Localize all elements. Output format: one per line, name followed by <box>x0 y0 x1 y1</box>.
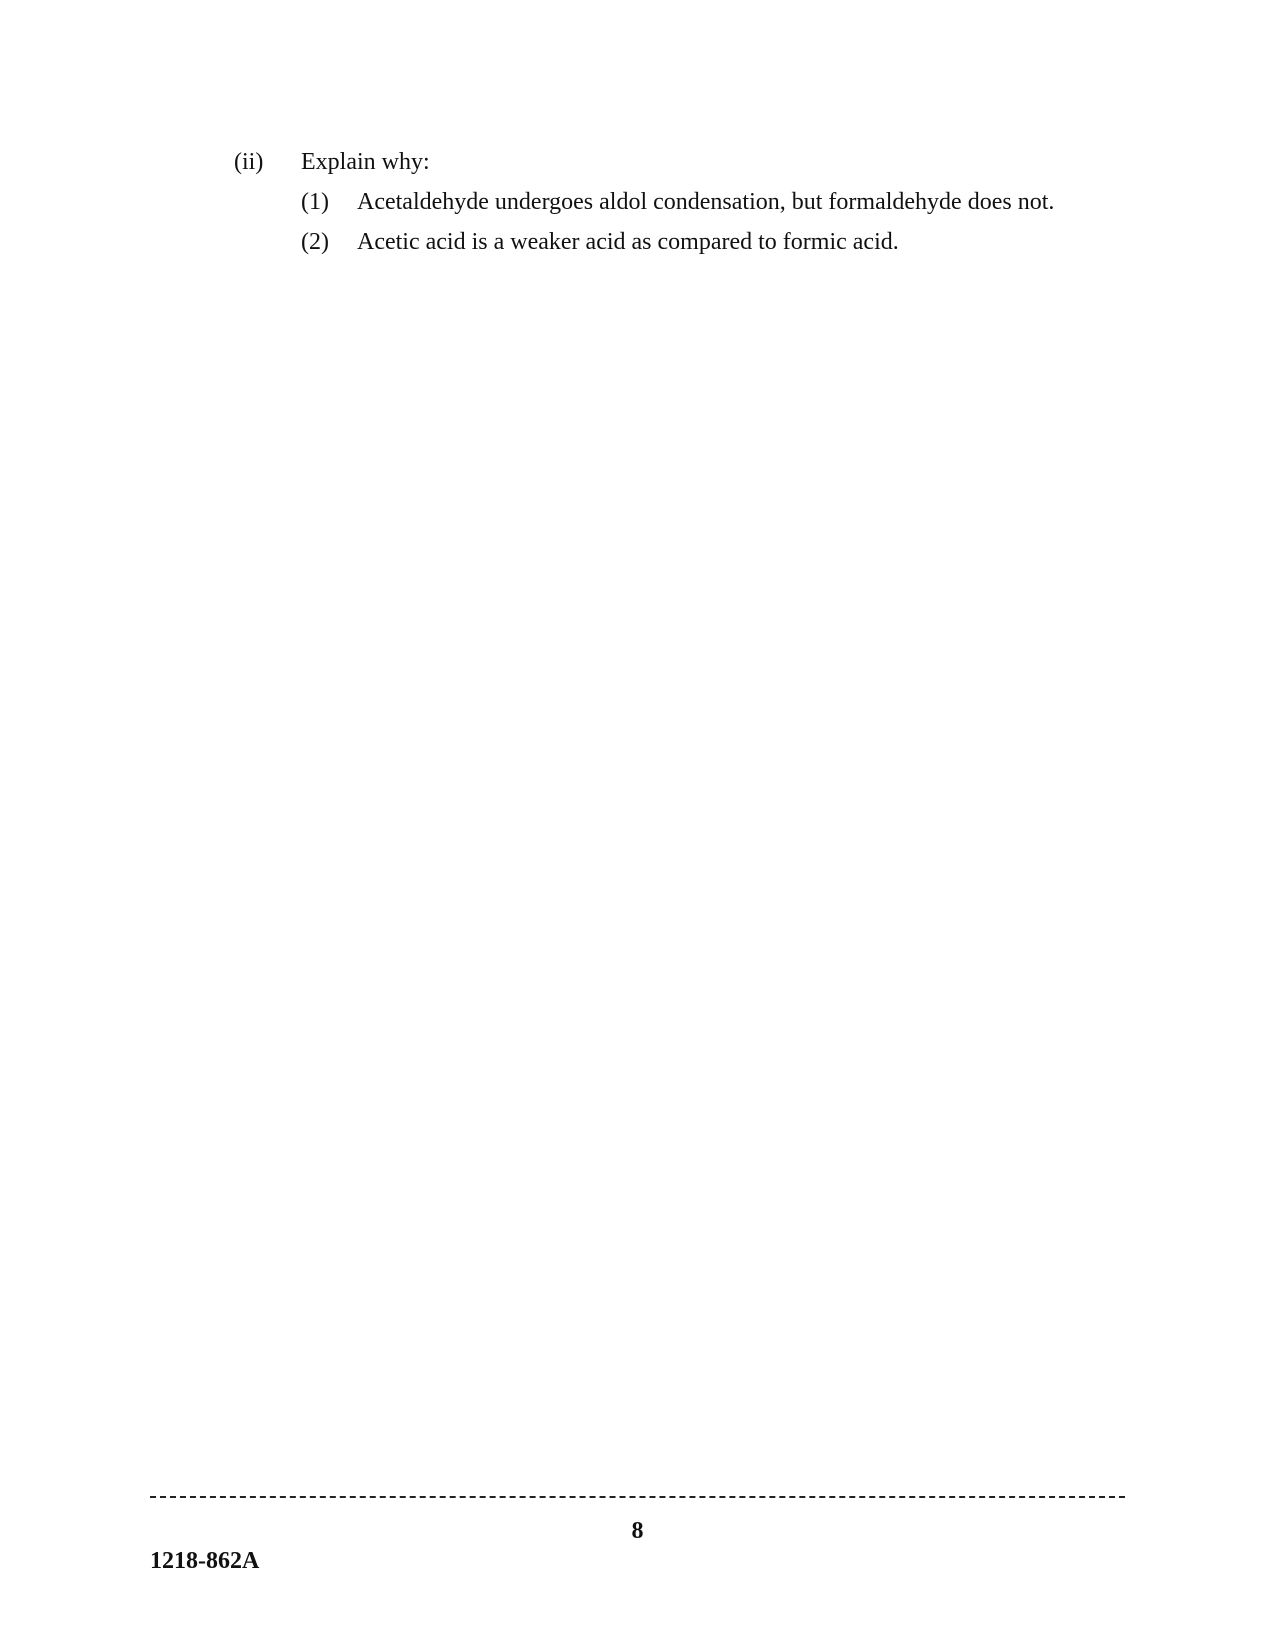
subpart-list <box>301 188 1064 256</box>
subpart-item <box>301 188 1064 216</box>
page-number: 8 <box>631 1518 644 1544</box>
question-number: (ii) <box>234 149 264 175</box>
subpart-number: (2) <box>301 229 329 255</box>
subpart-text: Acetic acid is a weaker acid as compared to formic acid. <box>357 229 899 255</box>
subpart-text: Acetaldehyde undergoes aldol condensation, but formaldehyde does not. <box>357 189 1055 215</box>
question-header <box>234 148 1064 176</box>
subpart-item <box>301 228 1064 256</box>
subpart-number: (1) <box>301 189 329 215</box>
paper-code: 1218-862A <box>150 1548 260 1574</box>
footer-divider <box>150 1496 1125 1498</box>
question-ii <box>234 148 1064 268</box>
question-prompt: Explain why: <box>301 149 430 175</box>
